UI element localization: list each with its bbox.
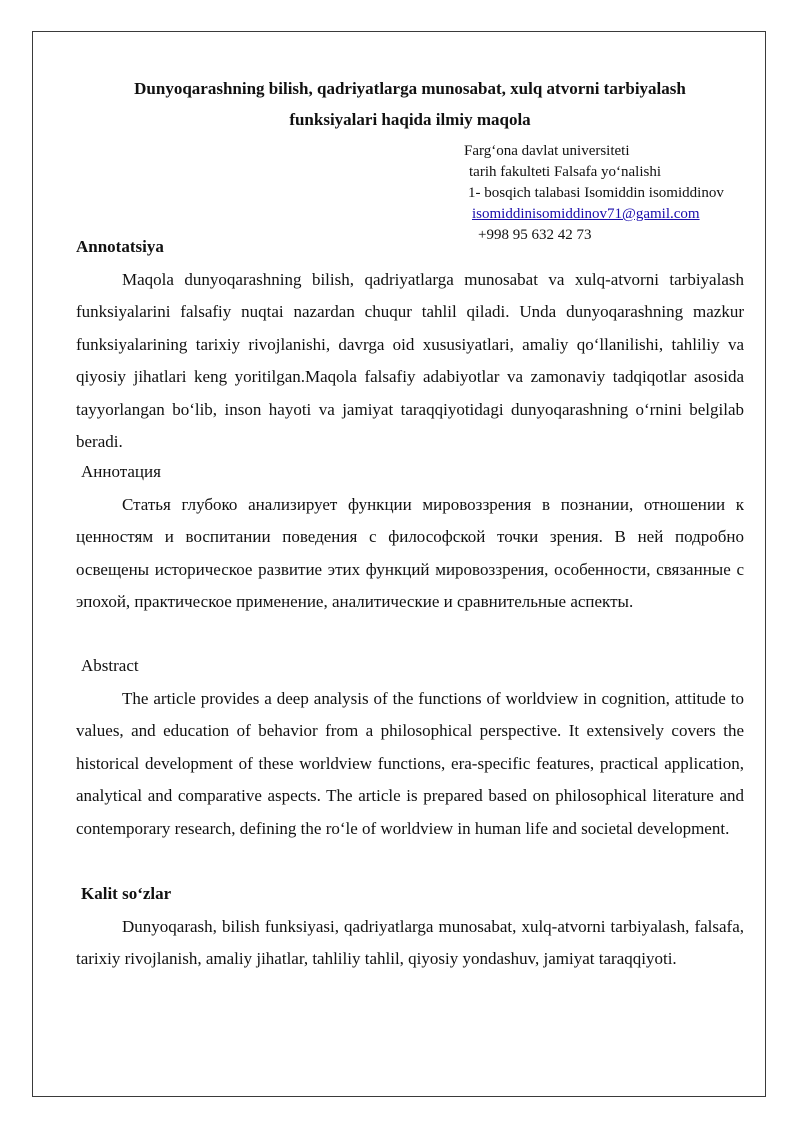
annotation-ru-heading: Аннотация <box>81 462 161 481</box>
abstract-en-heading: Abstract <box>81 656 139 675</box>
keywords-text: Dunyoqarash, bilish funksiyasi, qadriyatlarga munosabat, xulq-atvorni tarbiyalash, falsafa, tarixiy rivojlanish, amaliy jihatlar, tahliliy tahlil, qiyosiy yondashuv, jamiyat taraqqiyoti. <box>76 916 744 968</box>
title-line-1: Dunyoqarashning bilish, qadriyatlarga munosabat, xulq atvorni tarbiyalash <box>134 79 686 98</box>
article-title <box>76 73 744 135</box>
author-student: 1- bosqich talabasi Isomiddin isomiddinov <box>468 185 724 201</box>
author-email-link[interactable]: isomiddinisomiddinov71@gamil.com <box>472 206 700 222</box>
annotation-ru-text: Статья глубоко анализирует функции мировоззрения в познании, отношении к ценностям и воспитании поведения с философской точки зрения. В ней подробно освещены историческое развитие этих функций мировоззрения, особенности, связанные с эпохой, практическое применение, аналитические и сравнительные аспекты. <box>76 494 744 611</box>
author-phone: +998 95 632 42 73 <box>478 227 592 243</box>
author-university: Farg‘ona davlat universiteti <box>464 143 630 159</box>
keywords-section <box>76 878 744 976</box>
author-faculty: tarih fakulteti Falsafa yo‘nalishi <box>469 164 662 180</box>
annotation-ru-section <box>76 456 744 619</box>
annotation-uz-section <box>76 231 744 459</box>
keywords-heading: Kalit so‘zlar <box>81 884 172 903</box>
abstract-en-text: The article provides a deep analysis of the functions of worldview in cognition, attitude to values, and education of behavior from a philosophical perspective. It extensively covers the historical development of these worldview functions, era-specific features, practical application, analytical and comparative aspects. The article is prepared based on philosophical literature and contemporary research, defining the ro‘le of worldview in human life and societal development. <box>76 688 744 838</box>
annotation-uz-heading: Annotatsiya <box>76 237 164 256</box>
title-line-2: funksiyalari haqida ilmiy maqola <box>289 110 531 129</box>
abstract-en-section <box>76 650 744 845</box>
annotation-uz-text: Maqola dunyoqarashning bilish, qadriyatlarga munosabat va xulq-atvorni tarbiyalash funksiyalarini falsafiy nuqtai nazardan chuqur tahlil qiladi. Unda dunyoqarashning mazkur funksiyalarining tarixiy rivojlanishi, davrga oid xususiyatlari, amaliy qo‘llanilishi, tahliliy va qiyosiy jihatlari keng yoritilgan.Maqola falsafiy adabiyotlar va zamonaviy tadqiqotlar asosida tayyorlangan bo‘lib, inson hayoti va jamiyat taraqqiyotidagi dunyoqarashning o‘rnini belgilab beradi. <box>76 269 744 451</box>
